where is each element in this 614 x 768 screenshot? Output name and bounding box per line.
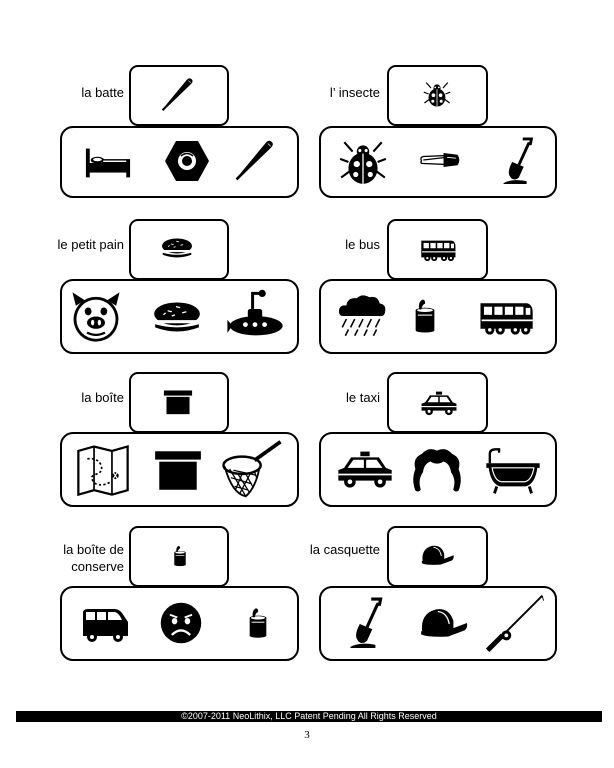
answer-choices-row xyxy=(60,279,299,354)
shovel-icon[interactable] xyxy=(339,592,391,654)
answer-choices-row xyxy=(319,126,557,198)
target-picture-box xyxy=(129,372,229,433)
word-label: la batte xyxy=(81,85,124,100)
word-label: le bus xyxy=(345,237,380,252)
fishing-rod-icon[interactable] xyxy=(481,592,549,654)
word-label: la casquette xyxy=(309,542,380,557)
answer-choices-row xyxy=(60,432,299,507)
taxi-icon xyxy=(415,384,463,422)
tin-can-icon xyxy=(169,538,191,574)
target-picture-box xyxy=(129,219,229,280)
net-icon[interactable] xyxy=(216,438,288,500)
map-icon[interactable] xyxy=(72,442,134,498)
cap-icon xyxy=(415,538,459,574)
bun-icon[interactable] xyxy=(142,291,212,343)
baseball-bat-icon xyxy=(152,76,202,114)
hex-nut-icon[interactable] xyxy=(162,136,212,186)
answer-choices-row xyxy=(319,279,557,354)
target-picture-box xyxy=(129,65,229,126)
wig-icon[interactable] xyxy=(407,442,467,496)
target-picture-box xyxy=(387,65,488,126)
word-label: le taxi xyxy=(346,390,380,405)
shovel-icon[interactable] xyxy=(493,132,541,190)
bus-icon xyxy=(412,230,464,268)
van-icon[interactable] xyxy=(68,598,142,648)
ladybug-icon[interactable] xyxy=(337,136,389,188)
ladybug-icon xyxy=(422,79,452,109)
word-label: la boîte de conserve xyxy=(63,542,124,574)
answer-choices-row xyxy=(319,432,557,507)
bus-icon[interactable] xyxy=(463,287,549,345)
answer-choices-row xyxy=(60,126,299,198)
tin-can-icon[interactable] xyxy=(407,287,443,345)
submarine-icon[interactable] xyxy=(220,285,290,345)
target-picture-box xyxy=(387,526,488,587)
box-icon[interactable] xyxy=(150,444,206,496)
copyright-footer: ©2007-2011 NeoLithix, LLC Patent Pending All Rights Reserved xyxy=(16,711,602,722)
target-picture-box xyxy=(387,219,488,280)
pig-face-icon[interactable] xyxy=(68,289,124,345)
baseball-bat-icon[interactable] xyxy=(224,138,284,184)
word-label: le petit pain xyxy=(57,237,124,252)
word-label: la boîte xyxy=(81,390,124,405)
answer-choices-row xyxy=(319,586,557,661)
box-icon xyxy=(161,386,195,418)
rain-cloud-icon[interactable] xyxy=(329,291,395,343)
page-number: 3 xyxy=(304,729,310,741)
safety-pin-icon[interactable] xyxy=(403,138,477,182)
taxi-icon[interactable] xyxy=(327,440,403,498)
target-picture-box xyxy=(387,372,488,433)
bun-icon xyxy=(155,231,199,265)
sad-face-icon[interactable] xyxy=(158,600,204,646)
target-picture-box xyxy=(129,526,229,587)
bathtub-icon[interactable] xyxy=(475,440,551,498)
cap-icon[interactable] xyxy=(407,598,479,650)
tin-can-icon[interactable] xyxy=(242,594,274,652)
word-label: l’ insecte xyxy=(329,85,380,100)
bed-icon[interactable] xyxy=(72,138,144,186)
answer-choices-row xyxy=(60,586,299,661)
